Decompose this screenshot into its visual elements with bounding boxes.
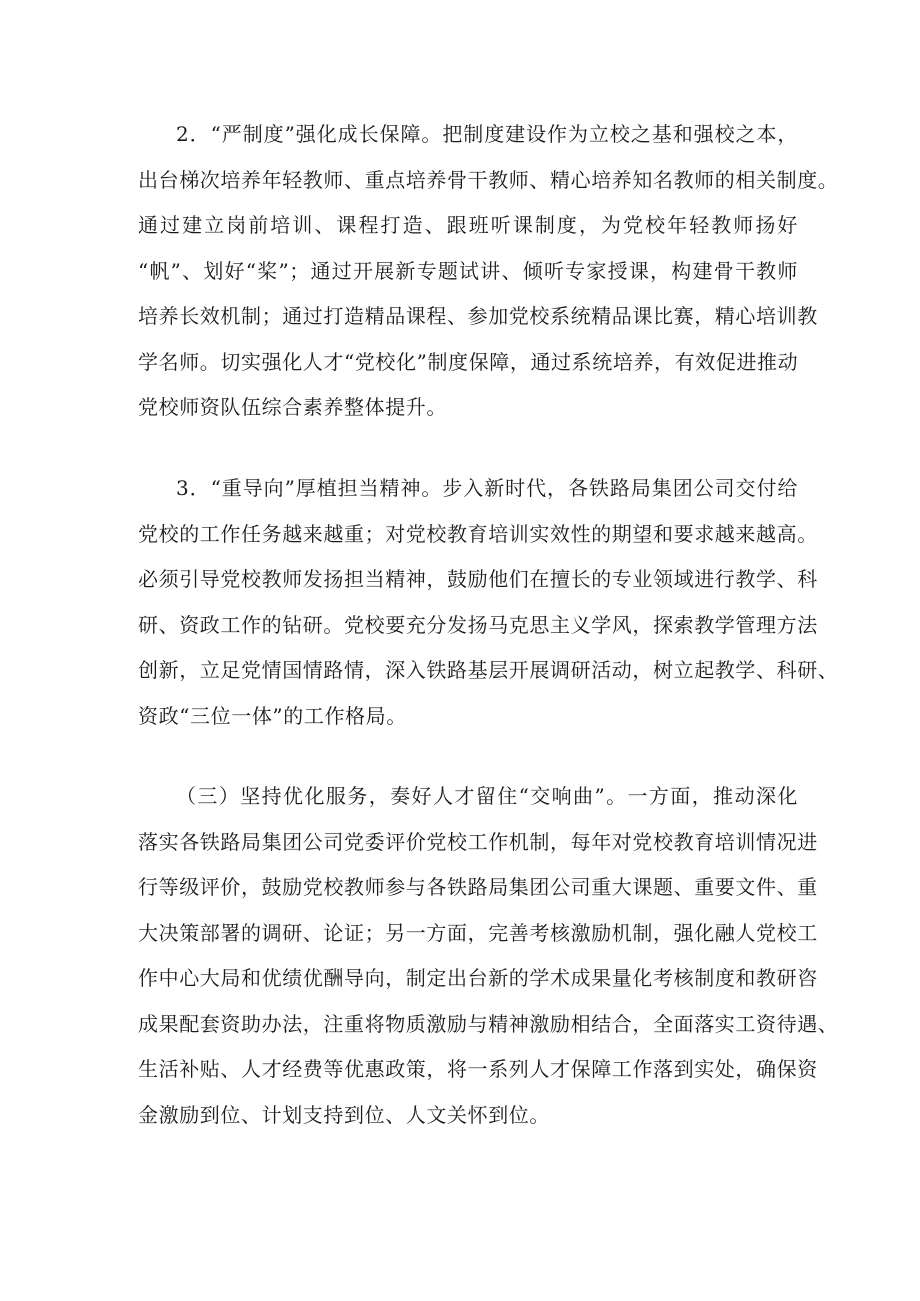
text-line: 落实各铁路局集团公司党委评价党校工作机制，每年对党校教育培训情况进 bbox=[138, 829, 818, 854]
text-line: （三）坚持优化服务，奏好人才留住“交响曲”。一方面，推动深化 bbox=[176, 784, 798, 808]
text-line: 生活补贴、人才经费等优惠政策，将一系列人才保障工作落到实处，确保资 bbox=[138, 1057, 818, 1081]
text-line: 学名师。切实强化人才“党校化”制度保障，通过系统培养，有效促进推动 bbox=[138, 349, 799, 374]
text-line: 行等级评价，鼓励党校教师参与各铁路局集团公司重大课题、重要文件、重 bbox=[138, 875, 818, 899]
paragraph-guidance bbox=[138, 466, 839, 739]
text-line: 研、资政工作的钻研。党校要充分发扬马克思主义学风，探索教学管理方法 bbox=[138, 612, 818, 637]
text-line: 3．“重导向”厚植担当精神。步入新时代，各铁路局集团公司交付给 bbox=[176, 476, 798, 500]
text-line: “帆”、划好“桨”；通过开展新专题试讲、倾听专家授课，构建骨干教师 bbox=[138, 258, 798, 283]
text-line: 资政“三位一体”的工作格局。 bbox=[138, 703, 407, 728]
text-line: 党校师资队伍综合素养整体提升。 bbox=[138, 395, 447, 419]
text-line: 大决策部署的调研、论证；另一方面，完善考核激励机制，强化融人党校工 bbox=[138, 920, 818, 945]
text-line: 2．“严制度”强化成长保障。把制度建设作为立校之基和强校之本， bbox=[176, 122, 798, 146]
text-line: 出台梯次培养年轻教师、重点培养骨干教师、精心培养知名教师的相关制度。 bbox=[138, 167, 839, 192]
text-line: 成果配套资助办法，注重将物质激励与精神激励相结合，全面落实工资待遇、 bbox=[138, 1011, 839, 1036]
text-line: 作中心大局和优绩优酬导向，制定出台新的学术成果量化考核制度和教研咨 bbox=[138, 966, 818, 990]
paragraph-strict-system bbox=[138, 112, 839, 431]
text-line: 培养长效机制；通过打造精品课程、参加党校系统精品课比赛，精心培训教 bbox=[138, 304, 818, 328]
text-line: 创新，立足党情国情路情，深入铁路基层开展调研活动，树立起教学、科研、 bbox=[138, 658, 839, 682]
text-line: 金激励到位、计划支持到位、人文关怀到位。 bbox=[138, 1102, 550, 1127]
text-line: 通过建立岗前培训、课程打造、跟班听课制度，为党校年轻教师扬好 bbox=[138, 213, 798, 237]
text-line: 党校的工作任务越来越重；对党校教育培训实效性的期望和要求越来越高。 bbox=[138, 521, 818, 546]
paragraph-optimize-service bbox=[138, 774, 839, 1138]
text-line: 必须引导党校教师发扬担当精神，鼓励他们在擅长的专业领域进行教学、科 bbox=[138, 567, 818, 591]
